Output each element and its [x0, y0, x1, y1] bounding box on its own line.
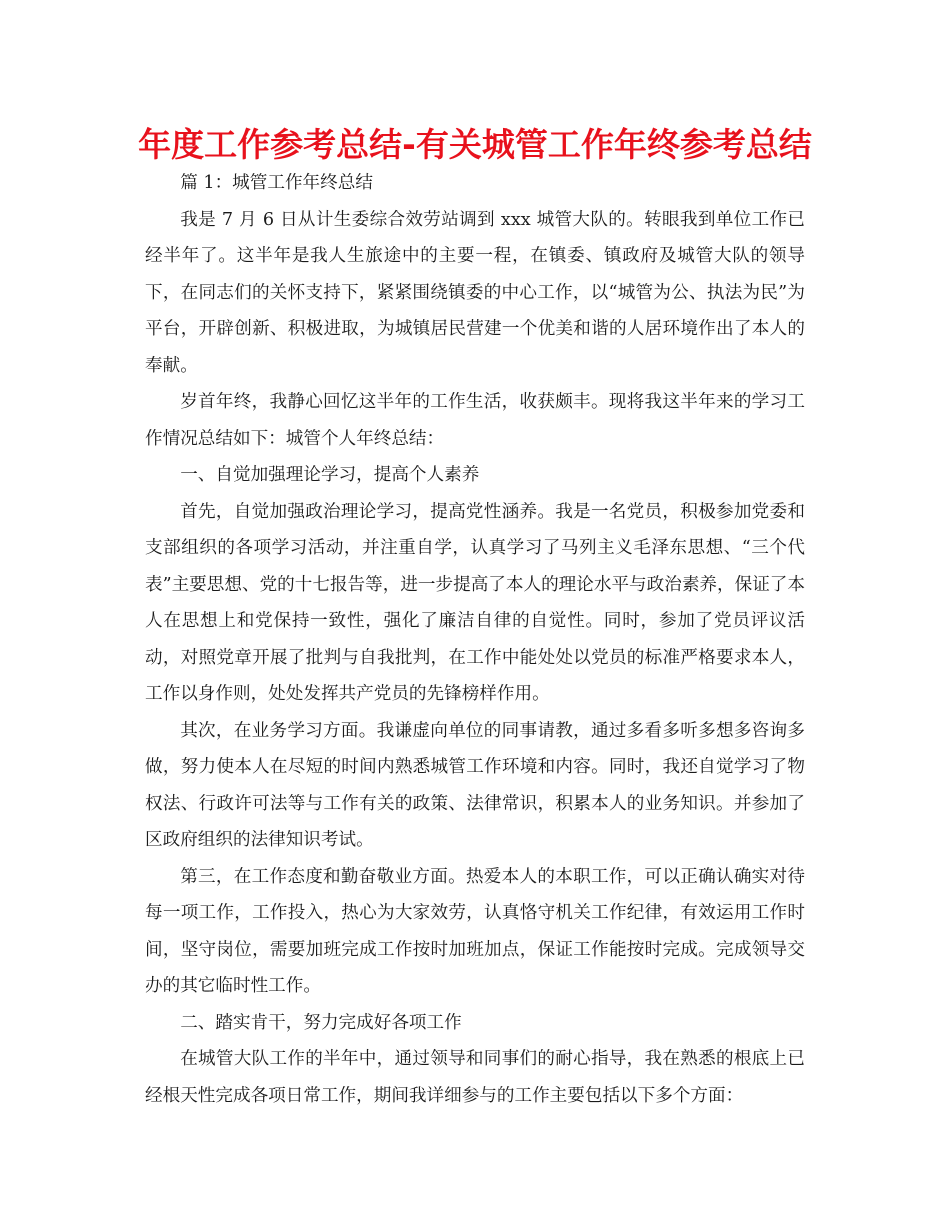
section-heading: 篇 1：城管工作年终总结	[180, 173, 373, 193]
section-heading: 一、自觉加强理论学习，提高个人素养	[180, 465, 480, 485]
document-title: 年度工作参考总结-有关城管工作年终参考总结	[138, 125, 812, 164]
body-paragraph: 其次，在业务学习方面。我谦虚向单位的同事请教，通过多看多听多想多咨询多做，努力使本人在尽短的时间内熟悉城管工作环境和内容。同时，我还自觉学习了物权法、行政许可法等与工作有关的政策、法律常识，积累本人的业务知识。并参加了区政府组织的法律知识考试。	[145, 720, 805, 850]
body-paragraph: 在城管大队工作的半年中，通过领导和同事们的耐心指导，我在熟悉的根底上已经根天性完成各项日常工作，期间我详细参与的工作主要包括以下多个方面：	[145, 1049, 805, 1106]
body-paragraph: 岁首年终，我静心回忆这半年的工作生活，收获颇丰。现将我这半年来的学习工作情况总结如下：城管个人年终总结：	[145, 392, 805, 449]
section-heading: 二、踏实肯干，努力完成好各项工作	[180, 1012, 462, 1033]
body-paragraph: 我是 7 月 6 日从计生委综合效劳站调到 xxx 城管大队的。转眼我到单位工作已经半年了。这半年是我人生旅途中的主要一程，在镇委、镇政府及城管大队的领导下，在同志们的关怀支持下，紧紧围绕镇委的中心工作，以“城管为公、执法为民”为平台，开辟创新、积极进取，为城镇居民营建一个优美和谐的人居环境作出了本人的奉献。	[145, 209, 805, 376]
body-paragraph: 首先，自觉加强政治理论学习，提高党性涵养。我是一名党员，积极参加党委和支部组织的各项学习活动，并注重自学，认真学习了马列主义毛泽东思想、“三个代表”主要思想、党的十七报告等，进一步提高了本人的理论水平与政治素养，保证了本人在思想上和党保持一致性，强化了廉洁自律的自觉性。同时，参加了党员评议活动，对照党章开展了批判与自我批判，在工作中能处处以党员的标准严格要求本人，工作以身作则，处处发挥共产党员的先锋榜样作用。	[145, 501, 805, 704]
body-paragraph: 第三，在工作态度和勤奋敬业方面。热爱本人的本职工作，可以正确认确实对待每一项工作，工作投入，热心为大家效劳，认真恪守机关工作纪律，有效运用工作时间，坚守岗位，需要加班完成工作按时加班加点，保证工作能按时完成。完成领导交办的其它临时性工作。	[145, 866, 805, 996]
document-body	[145, 165, 805, 1114]
